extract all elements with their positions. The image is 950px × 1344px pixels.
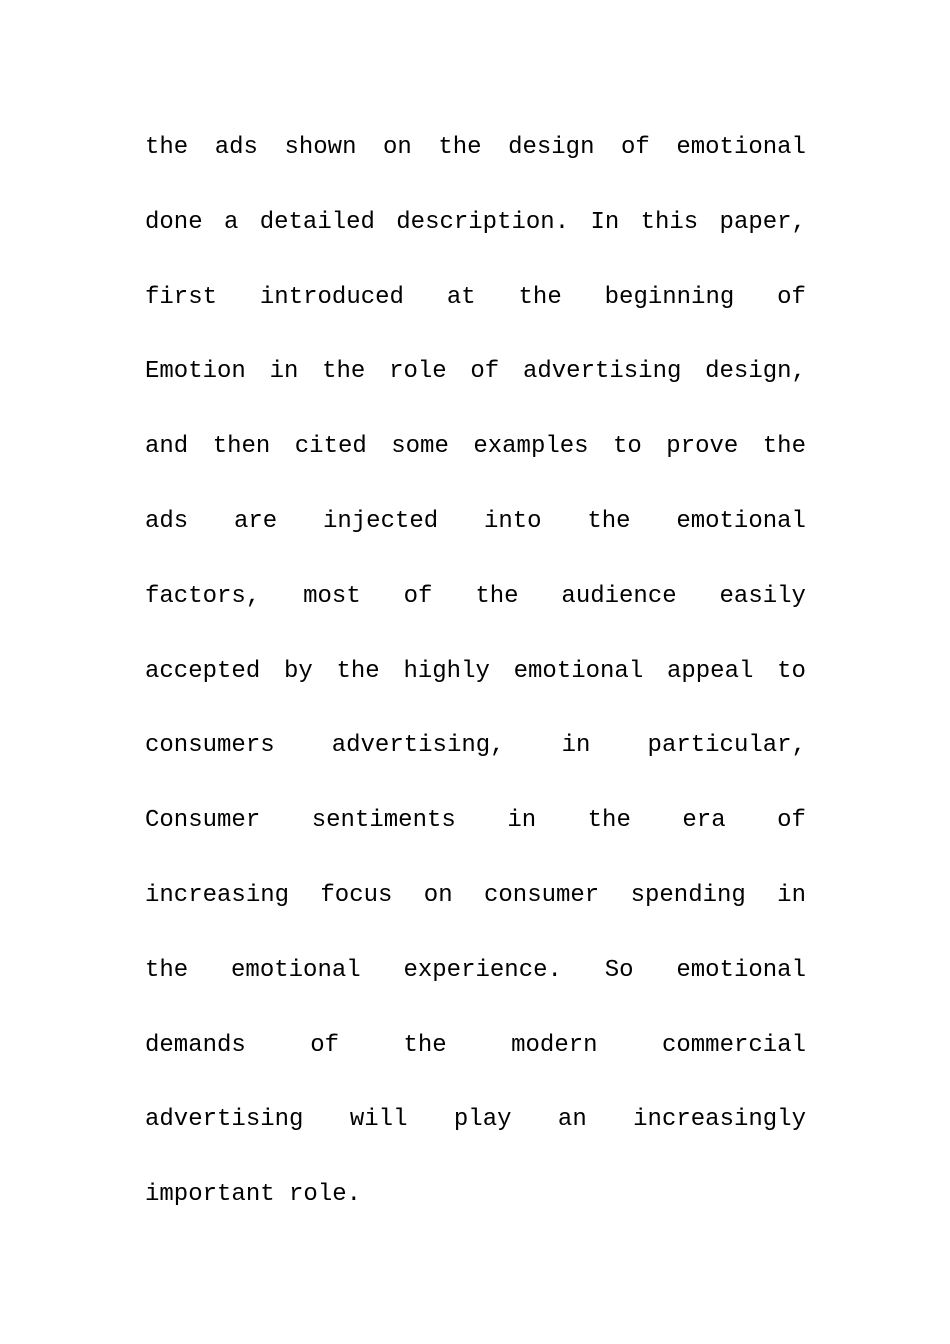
- word: a: [223, 208, 239, 236]
- word: ads: [214, 134, 258, 161]
- word: then: [212, 433, 271, 461]
- word: in: [561, 732, 591, 760]
- paragraph-line: [145, 278, 806, 353]
- word: advertising: [522, 358, 682, 386]
- paragraph-line: [145, 577, 806, 652]
- word: the: [518, 283, 562, 311]
- word: increasing: [145, 881, 290, 909]
- word: emotional: [231, 956, 361, 984]
- word: of: [621, 134, 650, 161]
- word: the: [336, 657, 380, 685]
- word: consumer: [483, 881, 600, 909]
- word: prove: [666, 433, 739, 461]
- word: the: [403, 1031, 447, 1059]
- word: advertising: [145, 1106, 304, 1134]
- word: injected: [322, 507, 439, 535]
- word: important: [145, 1181, 275, 1209]
- word: play: [453, 1106, 512, 1134]
- word: emotional: [513, 657, 644, 685]
- word: audience: [561, 582, 677, 610]
- word: on: [383, 134, 412, 161]
- word: highly: [403, 657, 490, 685]
- word: first: [145, 283, 218, 311]
- word: In: [590, 208, 620, 236]
- word: factors,: [145, 582, 261, 610]
- word: increasingly: [633, 1106, 806, 1134]
- word: the: [145, 956, 189, 984]
- word: emotional: [676, 134, 806, 161]
- word: emotional: [676, 507, 806, 535]
- word: to: [613, 433, 642, 461]
- word: in: [269, 358, 299, 386]
- word: this: [640, 208, 699, 236]
- word: the: [587, 807, 631, 835]
- word: by: [283, 657, 313, 685]
- word: into: [483, 507, 542, 535]
- word: most: [303, 582, 361, 610]
- word: demands: [145, 1031, 246, 1059]
- word: advertising,: [331, 732, 505, 760]
- paragraph-line: [145, 726, 806, 801]
- word: will: [349, 1106, 408, 1134]
- paragraph-line: [145, 1026, 806, 1101]
- word: of: [777, 283, 806, 311]
- word: paper,: [719, 208, 806, 236]
- word: accepted: [145, 657, 261, 685]
- word: done: [145, 208, 203, 236]
- word: in: [507, 807, 537, 835]
- paragraph-line: [145, 352, 806, 427]
- word: spending: [630, 881, 746, 909]
- word: design: [508, 134, 595, 161]
- word: So: [604, 956, 634, 984]
- word: on: [423, 881, 453, 909]
- word: focus: [320, 881, 393, 909]
- word: the: [438, 134, 482, 161]
- word: the: [475, 582, 519, 610]
- word: commercial: [661, 1031, 806, 1059]
- word: examples: [473, 433, 589, 461]
- word: and: [145, 433, 189, 461]
- word: to: [777, 657, 806, 685]
- word: era: [682, 807, 726, 835]
- word: of: [310, 1031, 340, 1059]
- paragraph-line: [145, 1100, 806, 1175]
- word: particular,: [647, 732, 806, 760]
- paragraph-line: [145, 801, 806, 876]
- word: ads: [145, 507, 189, 535]
- word: easily: [719, 582, 806, 610]
- word: of: [777, 807, 806, 835]
- paragraph-line: [145, 203, 806, 278]
- paragraph-line: [145, 427, 806, 502]
- word: role: [389, 358, 447, 386]
- word: emotional: [676, 956, 806, 984]
- word: in: [777, 881, 806, 909]
- word: description.: [396, 208, 570, 236]
- paragraph-line: [145, 502, 806, 577]
- word: an: [557, 1106, 587, 1134]
- word: experience.: [403, 956, 562, 984]
- paragraph-line: [145, 1175, 806, 1250]
- word: cited: [294, 433, 367, 461]
- word: consumers: [145, 732, 275, 760]
- paragraph-line: [145, 951, 806, 1026]
- word: detailed: [259, 208, 375, 236]
- word: some: [391, 433, 449, 461]
- word: sentiments: [311, 807, 456, 835]
- paragraph-line: [145, 876, 806, 951]
- word: of: [470, 358, 500, 386]
- word: of: [403, 582, 433, 610]
- word: shown: [284, 134, 357, 161]
- word: are: [233, 507, 278, 535]
- body-paragraph: [145, 128, 806, 1250]
- word: beginning: [604, 283, 735, 311]
- word: the: [145, 134, 189, 161]
- word: Emotion: [145, 358, 246, 386]
- word: the: [762, 433, 806, 461]
- word: design,: [705, 358, 806, 386]
- word: the: [322, 358, 366, 386]
- word: Consumer: [145, 807, 261, 835]
- word: introduced: [259, 283, 404, 311]
- paragraph-line: [145, 652, 806, 727]
- word: the: [587, 507, 631, 535]
- word: role.: [289, 1181, 362, 1209]
- word: appeal: [666, 657, 754, 685]
- word: at: [446, 283, 476, 311]
- word: modern: [511, 1031, 598, 1059]
- paragraph-line: [145, 128, 806, 203]
